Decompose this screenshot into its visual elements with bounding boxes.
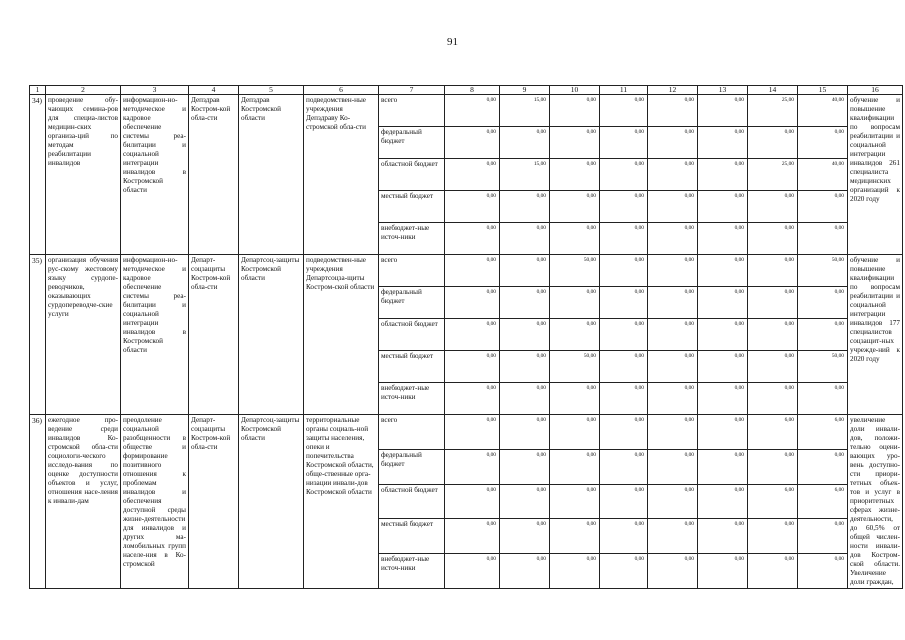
measure-name: проведение обу-чающих семина-ров для специа-листов медицин-ских организа-ций по методам реабилитации инвалидов bbox=[46, 95, 121, 255]
amount-cell: 0,00 bbox=[698, 127, 748, 159]
amount-cell: 0,00 bbox=[500, 191, 550, 223]
amount-cell: 0,00 bbox=[798, 287, 848, 319]
amount-cell: 6,00 bbox=[798, 484, 848, 519]
amount-cell: 0,00 bbox=[600, 95, 648, 127]
amount-cell: 0,00 bbox=[648, 519, 698, 554]
amount-cell: 0,00 bbox=[500, 383, 550, 415]
header-row bbox=[30, 86, 903, 95]
amount-cell: 0,00 bbox=[550, 287, 600, 319]
amount-cell: 0,00 bbox=[550, 554, 600, 589]
amount-cell: 0,00 bbox=[550, 95, 600, 127]
table-row bbox=[30, 415, 903, 450]
col-header: 5 bbox=[239, 86, 304, 95]
amount-cell: 0,00 bbox=[500, 319, 550, 351]
amount-cell: 50,00 bbox=[550, 351, 600, 383]
co-executor: Депздрав Костромской области bbox=[239, 95, 304, 255]
amount-cell: 0,00 bbox=[600, 383, 648, 415]
amount-cell: 0,00 bbox=[748, 255, 798, 287]
amount-cell: 0,00 bbox=[648, 95, 698, 127]
amount-cell: 0,00 bbox=[500, 484, 550, 519]
amount-cell: 0,00 bbox=[445, 223, 500, 255]
col-header: 14 bbox=[748, 86, 798, 95]
program-table bbox=[29, 85, 903, 589]
amount-cell: 0,00 bbox=[445, 554, 500, 589]
amount-cell: 0,00 bbox=[550, 383, 600, 415]
responsible-executor: Департ-соцзащиты Костром-кой обла-сти bbox=[189, 255, 239, 415]
amount-cell: 0,00 bbox=[748, 287, 798, 319]
amount-cell: 0,00 bbox=[445, 159, 500, 191]
amount-cell: 0,00 bbox=[698, 383, 748, 415]
amount-cell: 0,00 bbox=[600, 484, 648, 519]
col-header: 11 bbox=[600, 86, 648, 95]
funding-source: областной бюджет bbox=[379, 159, 445, 191]
amount-cell: 0,00 bbox=[648, 449, 698, 484]
amount-cell: 15,00 bbox=[500, 95, 550, 127]
amount-cell: 0,00 bbox=[600, 223, 648, 255]
amount-cell: 0,00 bbox=[600, 287, 648, 319]
amount-cell: 0,00 bbox=[600, 191, 648, 223]
amount-cell: 0,00 bbox=[748, 319, 798, 351]
measure-name: ежегодное про-ведение среди инвалидов Ко-стромской обла-сти социологи-ческого исследо-вания по оценке доступности объектов и услуг, отношения насе-ления к инвали-дам bbox=[46, 415, 121, 589]
amount-cell: 0,00 bbox=[600, 351, 648, 383]
amount-cell: 0,00 bbox=[445, 519, 500, 554]
amount-cell: 0,00 bbox=[600, 159, 648, 191]
amount-cell: 0,00 bbox=[445, 191, 500, 223]
amount-cell: 0,00 bbox=[445, 287, 500, 319]
amount-cell: 0,00 bbox=[648, 319, 698, 351]
amount-cell: 0,00 bbox=[600, 415, 648, 450]
amount-cell: 0,00 bbox=[698, 223, 748, 255]
amount-cell: 0,00 bbox=[648, 159, 698, 191]
measure-direction: информацион-но-методическое и кадровое обеспечение системы реа-билитации и социальной интеграции инвалидов в Костромской области bbox=[121, 95, 189, 255]
amount-cell: 25,00 bbox=[748, 159, 798, 191]
col-header: 8 bbox=[445, 86, 500, 95]
measure-number: 35) bbox=[30, 255, 46, 415]
amount-cell: 0,00 bbox=[798, 223, 848, 255]
funding-source: федеральный бюджет bbox=[379, 287, 445, 319]
amount-cell: 0,00 bbox=[445, 127, 500, 159]
funding-source: местный бюджет bbox=[379, 191, 445, 223]
amount-cell: 0,00 bbox=[698, 255, 748, 287]
measure-number: 34) bbox=[30, 95, 46, 255]
amount-cell: 0,00 bbox=[698, 554, 748, 589]
amount-cell: 50,00 bbox=[798, 255, 848, 287]
amount-cell: 0,00 bbox=[500, 415, 550, 450]
amount-cell: 0,00 bbox=[500, 127, 550, 159]
funding-source: всего bbox=[379, 415, 445, 450]
amount-cell: 0,00 bbox=[748, 449, 798, 484]
amount-cell: 0,00 bbox=[798, 449, 848, 484]
amount-cell: 0,00 bbox=[748, 383, 798, 415]
amount-cell: 0,00 bbox=[798, 191, 848, 223]
amount-cell: 0,00 bbox=[748, 127, 798, 159]
amount-cell: 0,00 bbox=[445, 255, 500, 287]
amount-cell: 0,00 bbox=[648, 127, 698, 159]
amount-cell: 0,00 bbox=[500, 519, 550, 554]
amount-cell: 0,00 bbox=[445, 449, 500, 484]
amount-cell: 0,00 bbox=[648, 255, 698, 287]
amount-cell: 0,00 bbox=[550, 223, 600, 255]
amount-cell: 50,00 bbox=[550, 255, 600, 287]
measure-direction: информацион-но-методическое и кадровое обеспечение системы реа-билитации и социальной интеграции инвалидов в Костромской области bbox=[121, 255, 189, 415]
amount-cell: 0,00 bbox=[698, 159, 748, 191]
amount-cell: 0,00 bbox=[445, 319, 500, 351]
amount-cell: 0,00 bbox=[798, 319, 848, 351]
measure-direction: преодоление социальной разобщенности в обществе и формирование позитивного отношения к проблемам инвалидов и обеспечения доступной среды жизне-деятельности для инвалидов и других ма-ломобильных групп населе-ния в Ко-стромской bbox=[121, 415, 189, 589]
funding-source: внебюджет-ные источ-ники bbox=[379, 554, 445, 589]
amount-cell: 0,00 bbox=[648, 287, 698, 319]
amount-cell: 0,00 bbox=[698, 449, 748, 484]
participants: подведомствен-ные учреждения Департсоцза-щиты Костром-ской области bbox=[304, 255, 379, 415]
amount-cell: 0,00 bbox=[445, 95, 500, 127]
amount-cell: 0,00 bbox=[648, 351, 698, 383]
table-body bbox=[30, 86, 903, 589]
col-header: 16 bbox=[848, 86, 903, 95]
funding-source: федеральный бюджет bbox=[379, 127, 445, 159]
amount-cell: 0,00 bbox=[648, 415, 698, 450]
participants: территориальные органы социаль-ной защиты населения, опеки и попечительства Костромской области, обще-ственные орга-низации инвали-дов Костромской области bbox=[304, 415, 379, 589]
amount-cell: 0,00 bbox=[550, 484, 600, 519]
amount-cell: 0,00 bbox=[500, 223, 550, 255]
amount-cell: 0,00 bbox=[748, 519, 798, 554]
amount-cell: 15,00 bbox=[500, 159, 550, 191]
amount-cell: 0,00 bbox=[698, 351, 748, 383]
amount-cell: 0,00 bbox=[600, 519, 648, 554]
amount-cell: 0,00 bbox=[500, 351, 550, 383]
amount-cell: 0,00 bbox=[648, 484, 698, 519]
amount-cell: 0,00 bbox=[550, 449, 600, 484]
participants: подведомствен-ные учреждения Депздраву Ко-стромской обла-сти bbox=[304, 95, 379, 255]
amount-cell: 0,00 bbox=[500, 554, 550, 589]
amount-cell: 0,00 bbox=[500, 287, 550, 319]
amount-cell: 0,00 bbox=[698, 519, 748, 554]
col-header: 12 bbox=[648, 86, 698, 95]
table-row bbox=[30, 95, 903, 127]
funding-source: областной бюджет bbox=[379, 319, 445, 351]
funding-source: местный бюджет bbox=[379, 519, 445, 554]
funding-source: внебюджет-ные источ-ники bbox=[379, 383, 445, 415]
amount-cell: 0,00 bbox=[550, 191, 600, 223]
amount-cell: 0,00 bbox=[798, 519, 848, 554]
funding-source: всего bbox=[379, 95, 445, 127]
funding-source: всего bbox=[379, 255, 445, 287]
amount-cell: 0,00 bbox=[445, 383, 500, 415]
table-row bbox=[30, 255, 903, 287]
amount-cell: 0,00 bbox=[600, 127, 648, 159]
col-header: 4 bbox=[189, 86, 239, 95]
amount-cell: 40,00 bbox=[798, 159, 848, 191]
amount-cell: 0,00 bbox=[698, 287, 748, 319]
amount-cell: 0,00 bbox=[550, 159, 600, 191]
amount-cell: 0,00 bbox=[748, 191, 798, 223]
amount-cell: 0,00 bbox=[445, 484, 500, 519]
amount-cell: 0,00 bbox=[748, 554, 798, 589]
expected-result: обучение и повышение квалификации по вопросам реабилитации и социальной интеграции инвалидов 261 специалиста медицинских организаций к 2020 году bbox=[848, 95, 903, 255]
funding-source: внебюджет-ные источ-ники bbox=[379, 223, 445, 255]
expected-result: обучение и повышение квалификации по вопросам реабилитации и социальной интеграции инвалидов 177 специалистов соцзащит-ных учрежде-ний к 2020 году bbox=[848, 255, 903, 415]
page-number: 91 bbox=[447, 36, 458, 48]
col-header: 1 bbox=[30, 86, 46, 95]
amount-cell: 0,00 bbox=[798, 127, 848, 159]
col-header: 6 bbox=[304, 86, 379, 95]
co-executor: Департсоц-защиты Костромской области bbox=[239, 415, 304, 589]
measure-name: организация обучения рус-скому жестовому языку сурдопе-реводчиков, оказывающих сурдопереводче-ские услуги bbox=[46, 255, 121, 415]
amount-cell: 0,00 bbox=[600, 449, 648, 484]
amount-cell: 40,00 bbox=[798, 95, 848, 127]
funding-source: областной бюджет bbox=[379, 484, 445, 519]
co-executor: Департсоц-защиты Костромской области bbox=[239, 255, 304, 415]
amount-cell: 0,00 bbox=[748, 223, 798, 255]
expected-result: увеличение доли инвали-дов, положи-тельно оцени-вающих уро-вень доступно-сти приори-тетных объек-тов и услуг в приоритетных сферах жизне-деятельности, до 60,5% от общей числен-ности инвали-дов Костром-ской области. Увеличение доли граждан, bbox=[848, 415, 903, 589]
funding-source: федеральный бюджет bbox=[379, 449, 445, 484]
amount-cell: 0,00 bbox=[648, 554, 698, 589]
amount-cell: 0,00 bbox=[550, 127, 600, 159]
amount-cell: 0,00 bbox=[550, 519, 600, 554]
amount-cell: 50,00 bbox=[798, 351, 848, 383]
amount-cell: 0,00 bbox=[698, 415, 748, 450]
col-header: 10 bbox=[550, 86, 600, 95]
measure-number: 36) bbox=[30, 415, 46, 589]
amount-cell: 0,00 bbox=[550, 319, 600, 351]
amount-cell: 6,00 bbox=[748, 415, 798, 450]
col-header: 13 bbox=[698, 86, 748, 95]
col-header: 7 bbox=[379, 86, 445, 95]
amount-cell: 0,00 bbox=[748, 351, 798, 383]
amount-cell: 0,00 bbox=[648, 223, 698, 255]
amount-cell: 6,00 bbox=[748, 484, 798, 519]
amount-cell: 0,00 bbox=[500, 449, 550, 484]
amount-cell: 0,00 bbox=[600, 319, 648, 351]
amount-cell: 0,00 bbox=[500, 255, 550, 287]
amount-cell: 0,00 bbox=[550, 415, 600, 450]
amount-cell: 0,00 bbox=[698, 484, 748, 519]
col-header: 3 bbox=[121, 86, 189, 95]
amount-cell: 25,00 bbox=[748, 95, 798, 127]
amount-cell: 0,00 bbox=[445, 351, 500, 383]
col-header: 15 bbox=[798, 86, 848, 95]
amount-cell: 0,00 bbox=[698, 319, 748, 351]
amount-cell: 0,00 bbox=[798, 383, 848, 415]
responsible-executor: Департ-соцзащиты Костром-кой обла-сти bbox=[189, 415, 239, 589]
col-header: 2 bbox=[46, 86, 121, 95]
amount-cell: 0,00 bbox=[798, 554, 848, 589]
amount-cell: 0,00 bbox=[698, 191, 748, 223]
col-header: 9 bbox=[500, 86, 550, 95]
responsible-executor: Депздрав Костром-кой обла-сти bbox=[189, 95, 239, 255]
amount-cell: 0,00 bbox=[600, 554, 648, 589]
funding-source: местный бюджет bbox=[379, 351, 445, 383]
amount-cell: 0,00 bbox=[445, 415, 500, 450]
amount-cell: 0,00 bbox=[648, 191, 698, 223]
amount-cell: 0,00 bbox=[698, 95, 748, 127]
amount-cell: 6,00 bbox=[798, 415, 848, 450]
amount-cell: 0,00 bbox=[648, 383, 698, 415]
amount-cell: 0,00 bbox=[600, 255, 648, 287]
